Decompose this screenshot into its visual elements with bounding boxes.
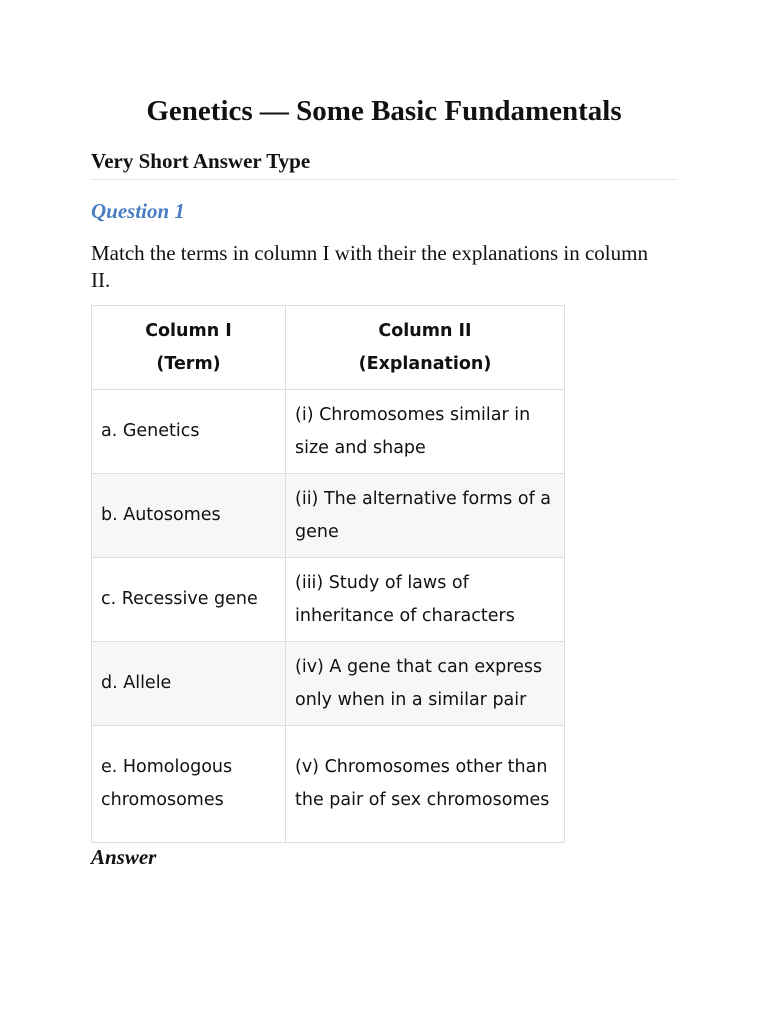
term-cell: c. Recessive gene: [92, 558, 286, 642]
term-cell: a. Genetics: [92, 390, 286, 474]
explanation-cell: (ii) The alternative forms of a gene: [286, 474, 565, 558]
header-line: (Term): [156, 353, 221, 374]
table-row: [92, 642, 565, 726]
table-row: [92, 558, 565, 642]
column-header-explanation: [286, 306, 565, 390]
table-row: [92, 726, 565, 843]
term-cell: e. Homologous chromosomes: [92, 726, 286, 843]
term-cell: d. Allele: [92, 642, 286, 726]
match-table: [91, 305, 565, 843]
explanation-cell: (iii) Study of laws of inheritance of characters: [286, 558, 565, 642]
section-heading: Very Short Answer Type: [91, 146, 678, 180]
table-header-row: [92, 306, 565, 390]
question-prompt: Match the terms in column I with their the explanations in column II.: [91, 241, 648, 292]
header-line: (Explanation): [358, 353, 492, 374]
column-header-term: [92, 306, 286, 390]
header-line: Column I: [145, 320, 232, 341]
question-heading: Question 1: [91, 199, 185, 223]
explanation-cell: (v) Chromosomes other than the pair of sex chromosomes: [286, 726, 565, 843]
page-title: Genetics — Some Basic Fundamentals: [146, 95, 622, 127]
explanation-cell: (iv) A gene that can express only when in a similar pair: [286, 642, 565, 726]
table-row: [92, 390, 565, 474]
answer-label: Answer: [91, 845, 157, 869]
table-row: [92, 474, 565, 558]
explanation-cell: (i) Chromosomes similar in size and shape: [286, 390, 565, 474]
header-line: Column II: [378, 320, 472, 341]
term-cell: b. Autosomes: [92, 474, 286, 558]
